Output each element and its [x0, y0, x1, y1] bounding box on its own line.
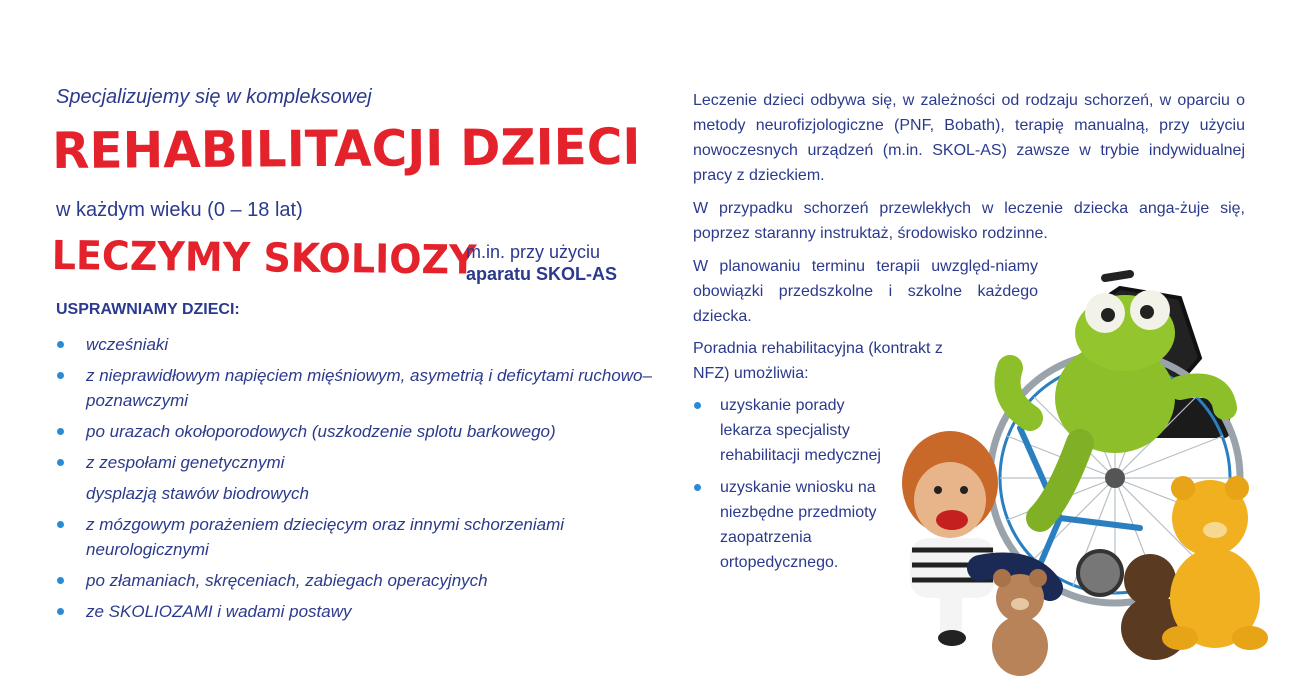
list-item: ze SKOLIOZAMI i wadami postawy	[56, 599, 656, 624]
treatment-methods-paragraph: Leczenie dzieci odbywa się, w zależności od rodzaju schorzeń, w oparciu o metody neurofizjologiczne (PNF, Bobath), terapię manualną, przy użyciu nowoczesnych urządzeń (m.in. SKOL-AS) zawsze w trybie indywidualnej pracy z dzieckiem.	[693, 92, 1245, 184]
list-item: z nieprawidłowym napięciem mięśniowym, asymetrią i deficytami ruchowo–poznawczymi	[56, 363, 656, 413]
intro-text: Specjalizujemy się w kompleksowej	[56, 86, 372, 108]
list-item: uzyskanie wniosku na niezbędne przedmioty zaopatrzenia ortopedycznego.	[693, 475, 893, 575]
conditions-list	[56, 332, 656, 630]
list-item: wcześniaki	[56, 332, 656, 357]
teddy-bear-icon	[992, 569, 1048, 676]
wheelchair-with-toys-photo	[880, 268, 1290, 688]
clinic-intro-paragraph: Poradnia rehabilitacyjna (kontrakt z NFZ) umożliwia:	[693, 340, 943, 382]
age-range-text: w każdym wieku (0 – 18 lat)	[56, 199, 303, 221]
list-item: z zespołami genetycznymi	[56, 450, 656, 475]
skol-note-line2: aparatu SKOL-AS	[466, 264, 618, 284]
yellow-bear-icon	[1162, 476, 1268, 650]
headline-scoliosis: LECZYMY SKOLIOZY	[51, 233, 477, 284]
skol-as-note	[466, 241, 617, 285]
family-involvement-paragraph: W przypadku schorzeń przewlekłych w leczenie dziecka anga-żuje się, poprzez staranny instruktaż, środowisko rodzinne.	[693, 200, 1245, 242]
benefits-list	[693, 393, 893, 582]
list-item: z mózgowym porażeniem dziecięcym oraz innymi schorzeniami neurologicznymi	[56, 512, 656, 562]
skol-note-line1: m.in. przy użyciu	[466, 242, 601, 262]
list-item: po złamaniach, skręceniach, zabiegach operacyjnych	[56, 568, 656, 593]
conditions-heading: USPRAWNIAMY DZIECI:	[56, 301, 240, 318]
list-item: uzyskanie porady lekarza specjalisty rehabilitacji medycznej	[693, 393, 893, 468]
scheduling-paragraph: W planowaniu terminu terapii uwzględ-niamy obowiązki przedszkolne i szkolne każdego dziecka.	[693, 258, 1038, 325]
list-item: po urazach okołoporodowych (uszkodzenie splotu barkowego)	[56, 419, 656, 444]
list-item: dysplazją stawów biodrowych	[86, 484, 309, 503]
headline-rehabilitation: REHABILITACJI DZIECI	[52, 117, 641, 180]
